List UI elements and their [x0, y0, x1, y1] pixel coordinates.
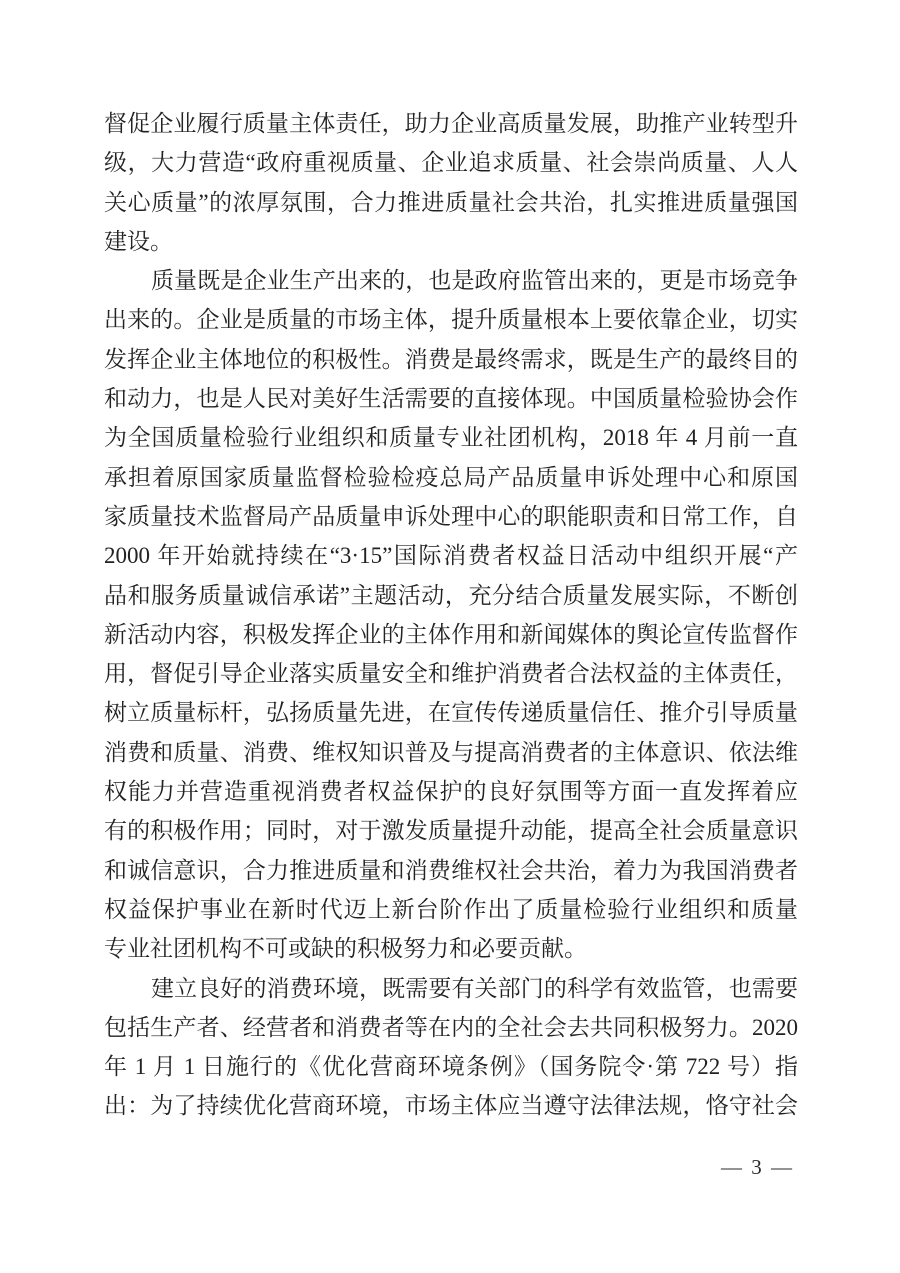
- text-line: 级，大力营造“政府重视质量、企业追求质量、社会崇尚质量、人人: [104, 150, 798, 176]
- text-line: 建立良好的消费环境，既需要有关部门的科学有效监管，也需要: [151, 975, 798, 1001]
- text-line: 出来的。企业是质量的市场主体，提升质量根本上要依靠企业，切实: [104, 307, 798, 333]
- paragraph: [104, 969, 798, 1126]
- text-line: 和诚信意识，合力推进质量和消费维权社会共治，着力为我国消费者: [104, 857, 798, 883]
- text-line: 有的积极作用；同时，对于激发质量提升动能，提高全社会质量意识: [104, 818, 798, 844]
- text-line: 树立质量标杆，弘扬质量先进，在宣传传递质量信任、推介引导质量: [104, 700, 798, 726]
- text-line: 督促企业履行质量主体责任，助力企业高质量发展，助推产业转型升: [104, 111, 798, 136]
- text-line: 品和服务质量诚信承诺”主题活动，充分结合质量发展实际，不断创: [104, 582, 798, 608]
- text-line: 发挥企业主体地位的积极性。消费是最终需求，既是生产的最终目的: [104, 346, 798, 372]
- paragraph: [104, 104, 798, 261]
- text-line: 和动力，也是人民对美好生活需要的直接体现。中国质量检验协会作: [104, 386, 798, 412]
- text-line: 出：为了持续优化营商环境，市场主体应当遵守法律法规，恪守社会: [104, 1093, 798, 1119]
- text-line: 建设。: [104, 228, 173, 254]
- text-line: 消费和质量、消费、维权知识普及与提高消费者的主体意识、依法维: [104, 739, 798, 765]
- page-number: — 3 —: [721, 1155, 794, 1179]
- text-line: 权益保护事业在新时代迈上新台阶作出了质量检验行业组织和质量: [104, 896, 798, 922]
- document-body: [104, 104, 798, 1126]
- paragraph: [104, 261, 798, 968]
- text-line: 为全国质量检验行业组织和质量专业社团机构，2018 年 4 月前一直: [104, 425, 798, 451]
- text-line: 包括生产者、经营者和消费者等在内的全社会去共同积极努力。2020: [104, 1014, 798, 1040]
- text-line: 用，督促引导企业落实质量安全和维护消费者合法权益的主体责任，: [104, 661, 798, 687]
- text-line: 质量既是企业生产出来的，也是政府监管出来的，更是市场竞争: [151, 268, 798, 294]
- text-line: 年 1 月 1 日施行的《优化营商环境条例》（国务院令·第 722 号）指: [104, 1054, 798, 1080]
- text-line: 关心质量”的浓厚氛围，合力推进质量社会共治，扎实推进质量强国: [104, 189, 798, 215]
- text-line: 专业社团机构不可或缺的积极努力和必要贡献。: [104, 936, 587, 962]
- text-line: 2000 年开始就持续在“3·15”国际消费者权益日活动中组织开展“产: [104, 543, 798, 569]
- text-line: 新活动内容，积极发挥企业的主体作用和新闻媒体的舆论宣传监督作: [104, 621, 798, 647]
- text-line: 家质量技术监督局产品质量申诉处理中心的职能职责和日常工作，自: [104, 503, 798, 529]
- text-line: 权能力并营造重视消费者权益保护的良好氛围等方面一直发挥着应: [104, 779, 798, 805]
- text-line: 承担着原国家质量监督检验检疫总局产品质量申诉处理中心和原国: [104, 464, 798, 490]
